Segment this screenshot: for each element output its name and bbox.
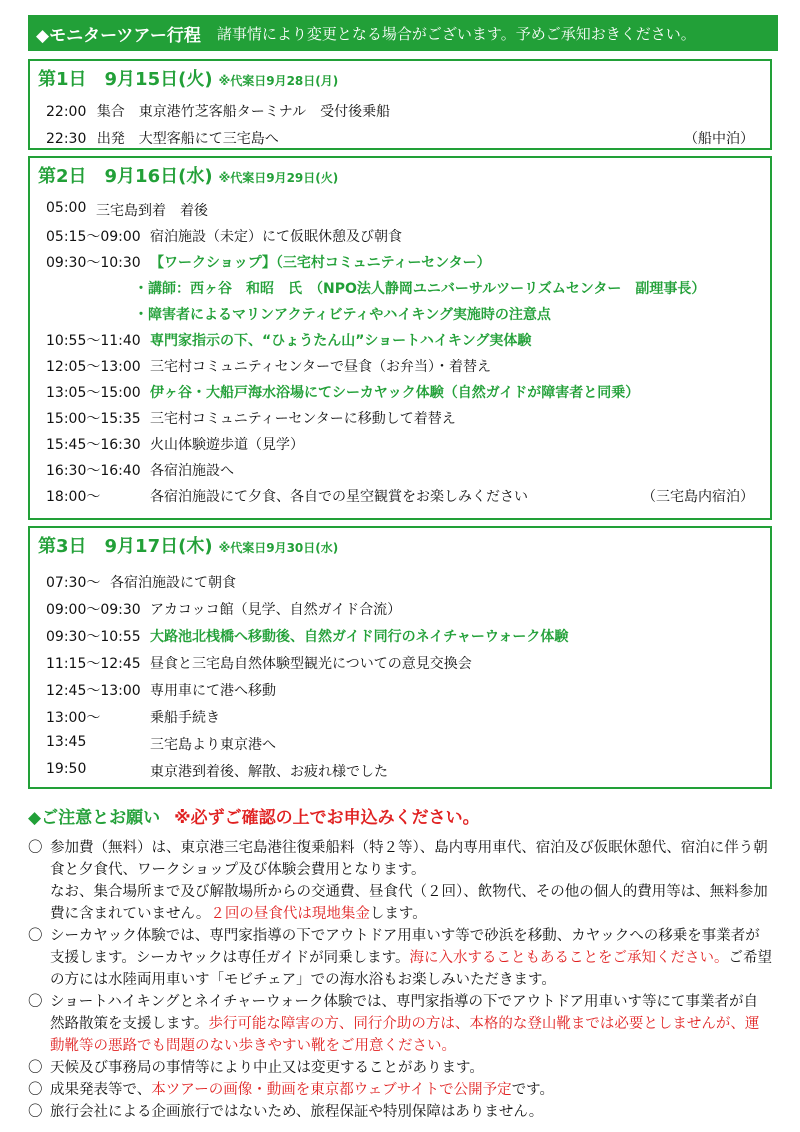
row-text: 宿泊施設（未定）にて仮眠休憩及び朝食 [150, 229, 402, 245]
note-publication [28, 1079, 772, 1101]
row-time: 09:30～10:30 [46, 255, 141, 271]
bullet-icon: 〇 [28, 1060, 43, 1076]
row-time: 16:30～16:40 [46, 463, 141, 479]
note-text: 天候及び事務局の事情等により中止又は変更することがあります。 [50, 1060, 484, 1076]
row-time: 05:15～09:00 [46, 229, 141, 245]
row-text: 火山体験遊歩道（見学） [150, 437, 304, 453]
row-time: 15:00～15:35 [46, 411, 141, 427]
day2-title [38, 162, 338, 188]
note-hiking [28, 991, 772, 1057]
day3-row [150, 626, 568, 646]
row-time: 15:45～16:30 [46, 437, 141, 453]
row-text: 三宅村コミュニティセンターで昼食（お弁当）・着替え [150, 359, 492, 375]
row-text: 【ワークショップ】（三宅村コミュニティーセンター） [150, 255, 491, 271]
day2-alt-date: ※代案日9月29日(火) [218, 171, 339, 185]
row-text: ・障害者によるマリンアクティビティやハイキング実施時の注意点 [134, 307, 551, 323]
row-text: 集合 東京港竹芝客船ターミナル 受付後乗船 [96, 104, 391, 120]
note-text: 成果発表等で、 [50, 1082, 152, 1098]
note-text: ご希望の方には水陸両用車いす「モビチェア」での海水浴もお楽しみいただきます。 [50, 950, 772, 988]
itinerary-title: ◆モニターツアー行程 [36, 25, 201, 46]
row-time: 12:05～13:00 [46, 359, 141, 375]
row-time: 13:00～ [46, 710, 101, 726]
day2-row [150, 330, 531, 350]
row-time: 19:50 [46, 761, 87, 777]
row-time: 09:30～10:55 [46, 629, 141, 645]
day1-stay-note: （船中泊） [684, 131, 754, 147]
note-text: 参加費（無料）は、東京港三宅島港往復乗船料（特２等）、島内専用車代、宿泊及び仮眠休憩代、宿泊に伴う朝食と夕食代、ワークショップ及び体験会費用となります。 [50, 840, 768, 878]
row-text: 乗船手続き [150, 710, 220, 726]
notes-title: ◆ご注意とお願い [28, 808, 161, 828]
bullet-icon: 〇 [28, 1104, 43, 1120]
day1-row [46, 101, 390, 121]
row-text: 昼食と三宅島自然体験型観光についての意見交換会 [150, 656, 472, 672]
row-time: 13:45 [46, 734, 87, 750]
day1-title [38, 65, 338, 91]
row-text: アカコッコ館（見学、自然ガイド合流） [150, 602, 402, 618]
row-time: 13:05～15:00 [46, 385, 141, 401]
row-text: 各宿泊施設へ [150, 463, 234, 479]
day1-date: 第1日 9月15日(火) [38, 69, 213, 90]
bullet-icon: 〇 [28, 1082, 43, 1098]
day2-row [150, 382, 639, 402]
day2-stay-note: （三宅島内宿泊） [642, 489, 754, 505]
row-time: 11:15～12:45 [46, 656, 141, 672]
notes-warning: ※必ずご確認の上でお申込みください。 [174, 808, 480, 828]
day3-alt-date: ※代案日9月30日(水) [218, 541, 339, 555]
day1-alt-date: ※代案日9月28日(月) [218, 74, 339, 88]
row-time: 18:00～ [46, 489, 101, 505]
note-fee [28, 837, 772, 925]
note-text: します。 [369, 906, 427, 922]
note-highlight: 海に入水することもあることをご承知ください。 [409, 950, 729, 966]
day2-box [28, 156, 772, 520]
note-text: 旅行会社による企画旅行ではないため、旅程保証や特別保障はありません。 [50, 1104, 544, 1120]
day2-row [134, 304, 551, 324]
note-text: です。 [511, 1082, 555, 1098]
row-time: 05:00 [46, 200, 87, 216]
note-cancellation [28, 1057, 772, 1079]
bullet-icon: 〇 [28, 840, 43, 856]
row-text: 大路池北桟橋へ移動後、自然ガイド同行のネイチャーウォーク体験 [150, 629, 569, 645]
note-text: なお、集合場所まで及び解散場所からの交通費、昼食代（２回）、飲物代、その他の個人的費用等は、無料参加費に含まれていません。 [50, 884, 768, 922]
row-text: 専用車にて港へ移動 [150, 683, 276, 699]
itinerary-notice: 諸事情により変更となる場合がございます。予めご承知おきください。 [216, 24, 696, 43]
note-kayak [28, 925, 772, 991]
row-text: 伊ヶ谷・大船戸海水浴場にてシーカヤック体験（自然ガイドが障害者と同乗） [150, 385, 640, 401]
itinerary-header-bar [28, 15, 778, 51]
bullet-icon: 〇 [28, 928, 43, 944]
row-text: ・講師：西ヶ谷 和昭 氏 （NPO法人静岡ユニバーサルツーリズムセンター 副理事長） [134, 281, 706, 297]
note-highlight: 本ツアーの画像・動画を東京都ウェブサイトで公開予定 [151, 1082, 512, 1098]
row-text: 三宅村コミュニティーセンターに移動して着替え [150, 411, 456, 427]
note-text: ショートハイキングとネイチャーウォーク体験では、専門家指導の下でアウトドア用車いす等にて事業者が自然路散策を支援します。 [50, 994, 759, 1032]
day1-box [28, 59, 772, 150]
note-guarantee [28, 1101, 772, 1123]
notes-heading [28, 803, 480, 828]
row-text: 専門家指示の下、“ひょうたん山”ショートハイキング実体験 [150, 333, 532, 349]
row-text: 三宅島より東京港へ [150, 737, 276, 753]
day3-date: 第3日 9月17日(木) [38, 536, 213, 557]
note-highlight: 歩行可能な障害の方、同行介助の方は、本格的な登山靴までは必要としませんが、運動靴等の悪路でも問題のない歩きやすい靴をご用意ください。 [50, 1016, 760, 1054]
note-text: シーカヤック体験では、専門家指導の下でアウトドア用車いす等で砂浜を移動、カヤックへの移乗を事業者が支援します。シーカヤックは専任ガイドが同乗します。 [50, 928, 760, 966]
day3-box [28, 526, 772, 789]
row-time: 22:30 [46, 131, 87, 147]
row-text: 三宅島到着 着後 [96, 203, 208, 219]
day1-row [46, 128, 279, 148]
row-text: 各宿泊施設にて夕食、各自での星空観賞をお楽しみください [150, 489, 528, 505]
row-text: 出発 大型客船にて三宅島へ [96, 131, 279, 147]
row-time: 07:30～ [46, 575, 101, 591]
row-time: 22:00 [46, 104, 87, 120]
note-highlight: ２回の昼食代は現地集金 [210, 906, 370, 922]
day2-row [134, 278, 705, 298]
row-text: 各宿泊施設にて朝食 [110, 575, 236, 591]
row-time: 09:00～09:30 [46, 602, 141, 618]
day2-date: 第2日 9月16日(水) [38, 166, 213, 187]
day3-title [38, 532, 338, 558]
row-text: 東京港到着後、解散、お疲れ様でした [150, 764, 388, 780]
day2-row [150, 252, 491, 272]
row-time: 12:45～13:00 [46, 683, 141, 699]
bullet-icon: 〇 [28, 994, 43, 1010]
row-time: 10:55～11:40 [46, 333, 141, 349]
